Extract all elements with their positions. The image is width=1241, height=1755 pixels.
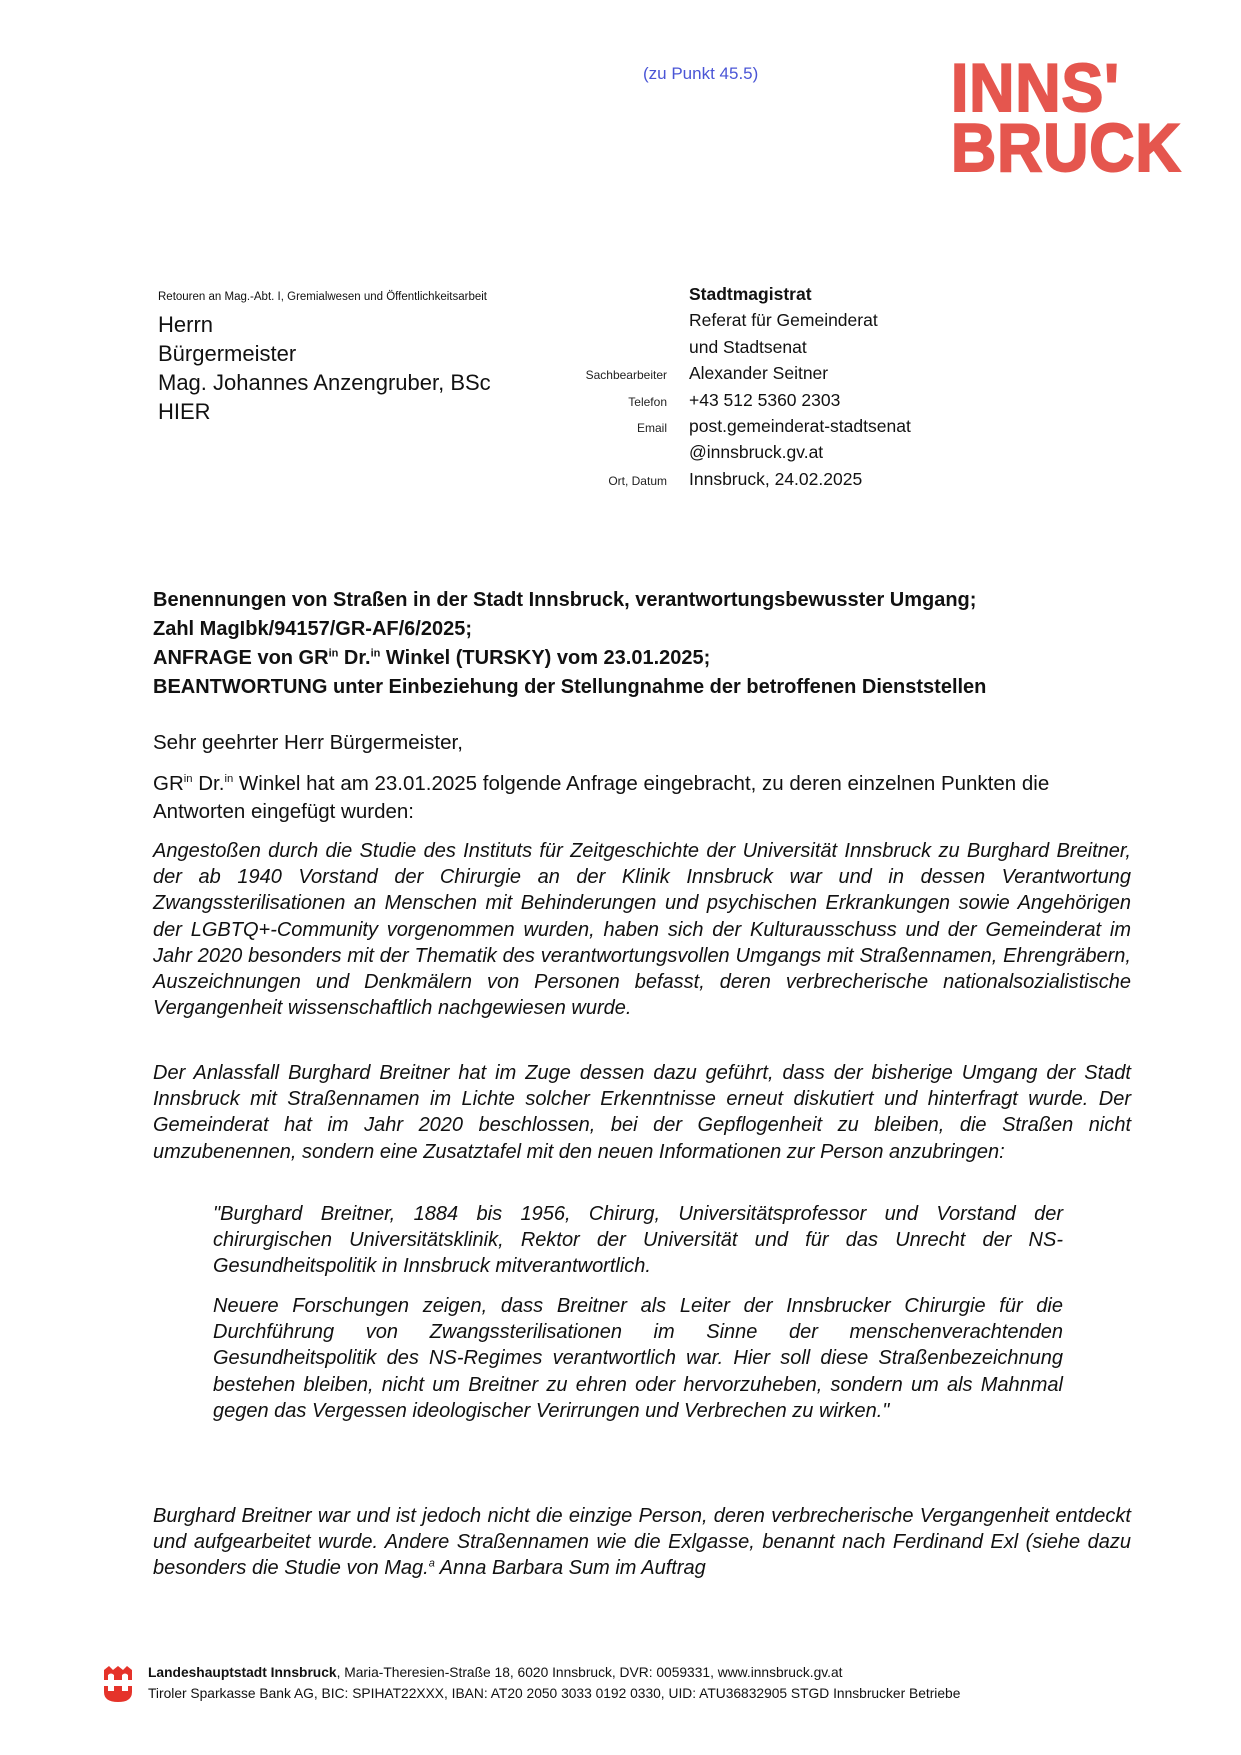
- subject-block: [153, 586, 1133, 702]
- recipient-address: [158, 310, 491, 426]
- innsbruck-logo: [951, 50, 1191, 186]
- subject-line: Zahl MagIbk/94157/GR-AF/6/2025;: [153, 618, 473, 640]
- place-date: Innsbruck, 24.02.2025: [689, 468, 863, 489]
- recipient-line: Bürgermeister: [158, 341, 297, 366]
- agenda-reference-note: (zu Punkt 45.5): [643, 64, 759, 83]
- email-address-cont: @innsbruck.gv.at: [689, 442, 824, 463]
- intro-paragraph: $GR^{in}$ Dr.$^{in}$ Winkel hat am 23.01.2025 folgende Anfrage eingebracht, zu deren einzelnen Punkten die Antworten eingefügt wurden:: [153, 772, 1050, 823]
- sender-department-cont: und Stadtsenat: [689, 336, 807, 357]
- plaque-quote: Neuere Forschungen zeigen, dass Breitner als Leiter der Innsbrucker Chirurgie für die Durchführung von Zwangssterilisationen im Sinne der menschenverachtenden Gesundheitspolitik des NS-Regimes verantwortlich war. Hier soll diese Straßenbezeichnung bestehen bleiben, nicht um Breitner zu ehren oder hervorzuheben, sondern um als Mahnmal gegen das Vergessen ideologischer Verirrungen und Verbrechen zu wirken.": [213, 1295, 1063, 1422]
- logo-line-1: INNS': [951, 50, 1120, 126]
- recipient-line: Herrn: [158, 312, 214, 337]
- plaque-quote: "Burghard Breitner, 1884 bis 1956, Chirurg, Universitätsprofessor und Vorstand der chirurgischen Universitätsklinik, Rektor der Universität und für das Unrecht der NS-Gesundheitspolitik in Innsbruck mitverantwortlich.: [213, 1203, 1063, 1278]
- place-date-label: Ort, Datum: [608, 473, 667, 488]
- subject-line: ANFRAGE von $GR^{in}$ Dr.$^{in}$ Winkel (TURSKY) vom 23.01.2025;: [153, 647, 711, 669]
- inquiry-paragraph: Angestoßen durch die Studie des Instituts für Zeitgeschichte der Universität Innsbruck zu Burghard Breitner, der ab 1940 Vorstand der Chirurgie an der Klinik Innsbruck war und in dessen Verantwortung Zwangssterilisationen an Menschen mit Behinderungen und psychischen Erkrankungen sowie Angehörigen der LGBTQ+-Community vorgenommen wurden, haben sich der Kulturausschuss und der Gemeinderat im Jahr 2020 besonders mit der Thematik des verantwortungsvollen Umgangs mit Straßennamen, Ehrengräbern, Auszeichnungen und Denkmälern von Personen befasst, deren verbrecherische nationalsozialistische Vergangenheit wissenschaftlich nachgewiesen wurde.: [153, 840, 1131, 1020]
- inquiry-paragraph: Burghard Breitner war und ist jedoch nicht die einzige Person, deren verbrecherische Vergangenheit entdeckt und aufgearbeitet wurde. Andere Straßennamen wie die Exlgasse, benannt nach Ferdinand Exl (siehe dazu besonders die Studie von Mag.$^a$ Anna Barbara Sum im Auftrag: [153, 1505, 1131, 1580]
- subject-line: Benennungen von Straßen in der Stadt Innsbruck, verantwortungsbewusster Umgang;: [153, 589, 977, 611]
- salutation: Sehr geehrter Herr Bürgermeister,: [153, 731, 463, 754]
- footer-address-line: Landeshauptstadt Innsbruck, Maria-Theresien-Straße 18, 6020 Innsbruck, DVR: 0059331, www.innsbruck.gv.at: [148, 1665, 843, 1680]
- clerk-name: Alexander Seitner: [689, 363, 829, 384]
- logo-line-2: BRUCK: [951, 110, 1182, 186]
- return-address: Retouren an Mag.-Abt. I, Gremialwesen und Öffentlichkeitsarbeit: [158, 291, 487, 303]
- sender-block: [560, 284, 980, 495]
- email-address: post.gemeinderat-stadtsenat: [689, 415, 911, 436]
- clerk-label: Sachbearbeiter: [585, 368, 667, 383]
- subject-line: BEANTWORTUNG unter Einbeziehung der Stellungnahme der betroffenen Dienststellen: [153, 676, 987, 698]
- phone-label: Telefon: [628, 394, 667, 409]
- inquiry-paragraph: Der Anlassfall Burghard Breitner hat im Zuge dessen dazu geführt, dass der bisherige Umgang der Stadt Innsbruck mit Straßennamen im Lichte solcher Erkenntnisse erneut diskutiert und hinterfragt wurde. Der Gemeinderat hat im Jahr 2020 beschlossen, bei der Gepflogenheit zu bleiben, die Straßen nicht umzubenennen, sondern eine Zusatztafel mit den neuen Informationen zur Person anzubringen:: [153, 1062, 1131, 1163]
- sender-office: Stadtmagistrat: [689, 284, 812, 304]
- recipient-line: HIER: [158, 399, 211, 424]
- sender-department: Referat für Gemeinderat: [689, 310, 878, 331]
- city-coat-of-arms-icon: [103, 1664, 133, 1704]
- footer-bank-line: Tiroler Sparkasse Bank AG, BIC: SPIHAT22XXX, IBAN: AT20 2050 3033 0192 0330, UID: ATU36832905 STGD Innsbrucker Betriebe: [148, 1686, 961, 1701]
- phone-number: +43 512 5360 2303: [689, 389, 841, 410]
- email-label: Email: [636, 420, 667, 435]
- recipient-line: Mag. Johannes Anzengruber, BSc: [158, 370, 491, 395]
